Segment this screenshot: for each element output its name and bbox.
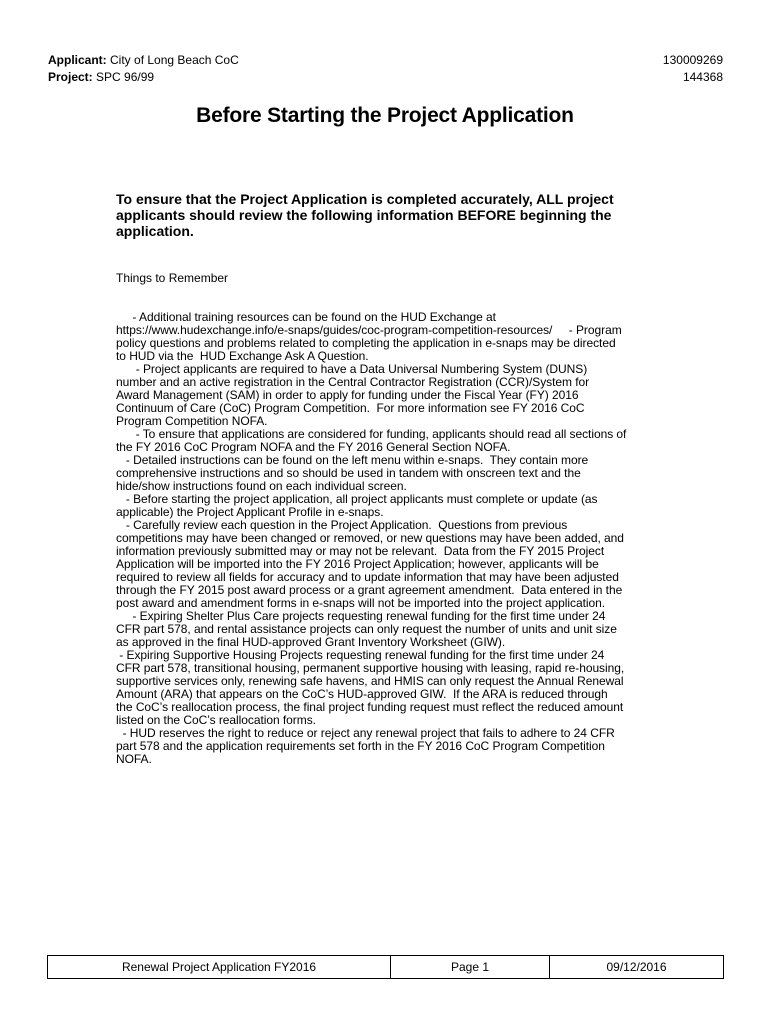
body-line: post award and amendment forms in e-snaps will not be imported into the project application. — [116, 596, 606, 610]
header-id-1: 130009269 — [662, 53, 723, 67]
body-line: required to review all fields for accuracy and to update information that may have been adjusted — [116, 570, 619, 584]
body-line: comprehensive instructions and so should be used in tandem with onscreen text and the — [116, 466, 581, 480]
footer-date: 09/12/2016 — [606, 960, 667, 974]
project-label: Project: — [48, 70, 93, 84]
intro-paragraph: To ensure that the Project Application is completed accurately, ALL project applicants should review the following information BEFORE beginning the application. — [116, 191, 614, 239]
applicant-value: City of Long Beach CoC — [110, 53, 239, 67]
body-line: - Additional training resources can be found on the HUD Exchange at — [116, 310, 496, 324]
header-row-applicant — [48, 52, 723, 69]
body-line: Program Competition NOFA. — [116, 414, 268, 428]
body-line: - HUD reserves the right to reduce or reject any renewal project that fails to adhere to 24 CFR — [116, 726, 615, 740]
body-line: supportive services only, renewing safe havens, and HMIS can only request the Annual Renewal — [116, 674, 624, 688]
body-line: as approved in the final HUD-approved Grant Inventory Worksheet (GIW). — [116, 635, 506, 649]
project-value: SPC 96/99 — [96, 70, 155, 84]
body-line: through the FY 2015 post award process or a grant agreement amendment. Data entered in the — [116, 583, 623, 597]
body-line: Continuum of Care (CoC) Program Competition. For more information see FY 2016 CoC — [116, 401, 585, 415]
body-line: policy questions and problems related to completing the application in e-snaps may be directed — [116, 336, 616, 350]
body-line: - To ensure that applications are considered for funding, applicants should read all sections of — [116, 427, 627, 441]
body-line: CFR part 578, transitional housing, permanent supportive housing with leasing, rapid re-housing, — [116, 661, 625, 675]
body-line: - Expiring Supportive Housing Projects requesting renewal funding for the first time under 24 — [116, 648, 605, 662]
body-text — [116, 311, 661, 766]
project-info — [48, 69, 154, 86]
body-line: part 578 and the application requirements set forth in the FY 2016 CoC Program Competition — [116, 739, 605, 753]
body-line: competitions may have been changed or removed, or new questions may have been added, and — [116, 531, 624, 545]
footer-page-number: Page 1 — [391, 956, 550, 978]
page-title: Before Starting the Project Application — [196, 104, 574, 127]
footer-doc-name: Renewal Project Application FY2016 — [48, 956, 391, 978]
header-id-2: 144368 — [682, 70, 723, 84]
page-footer — [47, 955, 724, 979]
body-line: information previously submitted may or may not be relevant. Data from the FY 2015 Project — [116, 544, 605, 558]
body-line: - Project applicants are required to have a Data Universal Numbering System (DUNS) — [116, 362, 588, 376]
body-line: Application will be imported into the FY 2016 Project Application; however, applicants will be — [116, 557, 599, 571]
body-line: the CoC’s reallocation process, the final project funding request must reflect the reduced amount — [116, 700, 624, 714]
body-line: applicable) the Project Applicant Profile in e-snaps. — [116, 505, 384, 519]
page-header — [48, 52, 723, 86]
body-line: Amount (ARA) that appears on the CoC’s HUD-approved GIW. If the ARA is reduced through — [116, 687, 608, 701]
section-heading: Things to Remember — [116, 271, 229, 285]
body-line: number and an active registration in the Central Contractor Registration (CCR)/System for — [116, 375, 590, 389]
body-line: Award Management (SAM) in order to apply for funding under the Fiscal Year (FY) 2016 — [116, 388, 579, 402]
body-line: - Carefully review each question in the Project Application. Questions from previous — [116, 518, 568, 532]
applicant-info — [48, 52, 239, 69]
header-row-project — [48, 69, 723, 86]
body-line: CFR part 578, and rental assistance projects can only request the number of units and unit size — [116, 622, 617, 636]
body-line: NOFA. — [116, 752, 152, 766]
body-line: - Before starting the project application, all project applicants must complete or update (as — [116, 492, 598, 506]
body-line: hide/show instructions found on each individual screen. — [116, 479, 407, 493]
body-line: listed on the CoC’s reallocation forms. — [116, 713, 316, 727]
body-line: the FY 2016 CoC Program NOFA and the FY 2016 General Section NOFA. — [116, 440, 511, 454]
body-line: - Detailed instructions can be found on the left menu within e-snaps. They contain more — [116, 453, 589, 467]
body-line: - Expiring Shelter Plus Care projects requesting renewal funding for the first time under 24 — [116, 609, 606, 623]
body-line: to HUD via the HUD Exchange Ask A Question. — [116, 349, 369, 363]
body-line: https://www.hudexchange.info/e-snaps/guides/coc-program-competition-resources/ - Program — [116, 323, 622, 337]
applicant-label: Applicant: — [48, 53, 107, 67]
